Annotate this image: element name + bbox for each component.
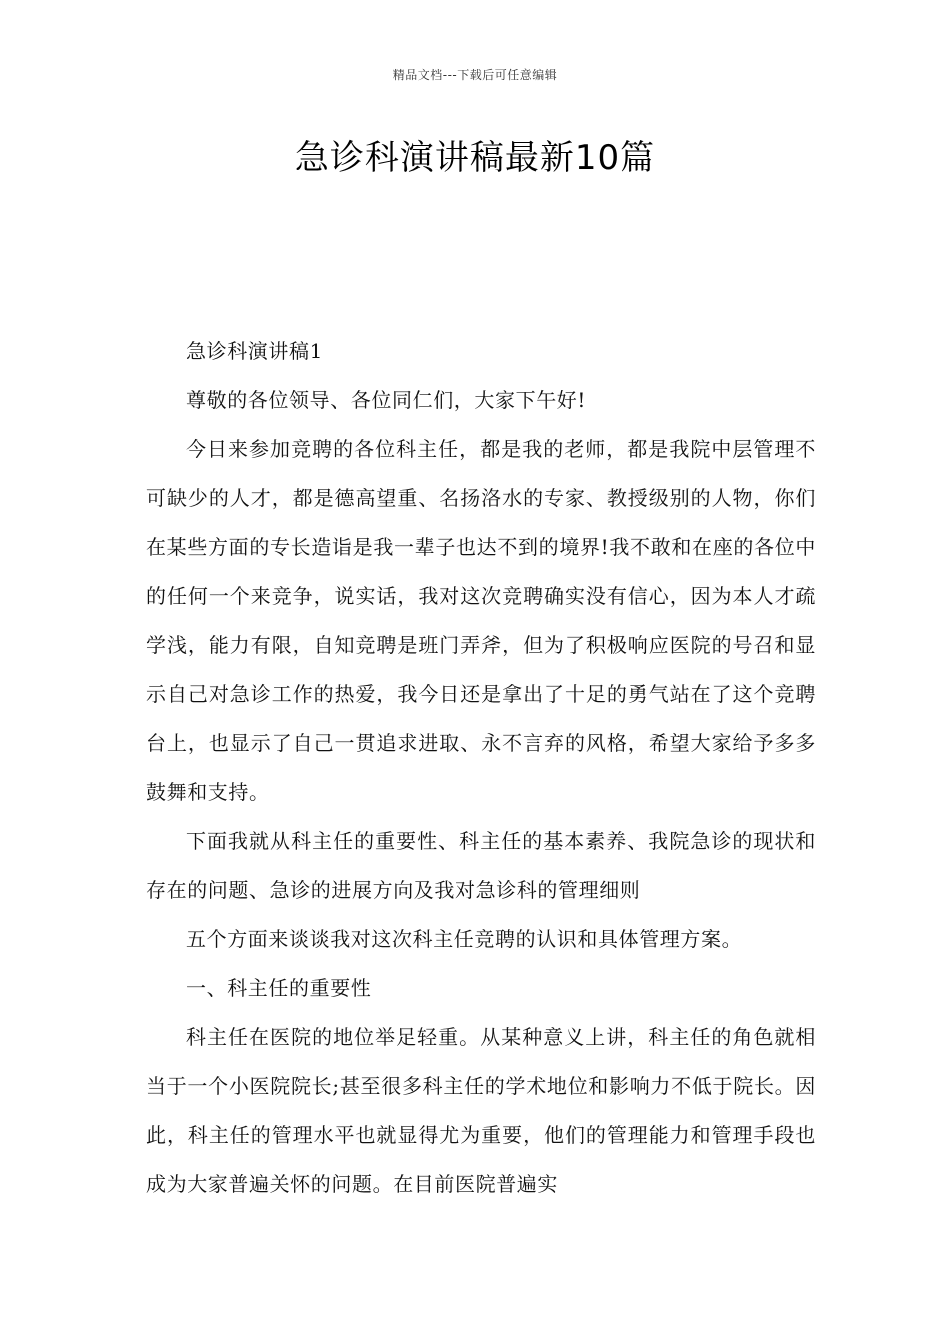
greeting-paragraph: 尊敬的各位领导、各位同仁们，大家下午好!: [186, 388, 587, 412]
document-body: [146, 327, 816, 1209]
body-paragraph: 科主任在医院的地位举足轻重。从某种意义上讲，科主任的角色就相当于一个小医院院长;甚至很多科主任的学术地位和影响力不低于院长。因此，科主任的管理水平也就显得尤为重要，他们的管理能力和管理手段也成为大家普遍关怀的问题。在目前医院普遍实: [146, 1025, 816, 1196]
body-paragraph: 下面我就从科主任的重要性、科主任的基本素养、我院急诊的现状和存在的问题、急诊的进展方向及我对急诊科的管理细则: [146, 829, 816, 902]
section-heading-importance: 一、科主任的重要性: [186, 976, 372, 1000]
section-heading-speech-1: 急诊科演讲稿1: [186, 339, 323, 363]
document-title: 急诊科演讲稿最新10篇: [294, 138, 656, 178]
body-paragraph: 五个方面来谈谈我对这次科主任竞聘的认识和具体管理方案。: [186, 927, 743, 951]
page-header: 精品文档---下载后可任意编辑: [392, 68, 558, 82]
body-paragraph: 今日来参加竞聘的各位科主任，都是我的老师，都是我院中层管理不可缺少的人才，都是德高望重、名扬洛水的专家、教授级别的人物，你们在某些方面的专长造诣是我一辈子也达不到的境界!我不敢和在座的各位中的任何一个来竞争，说实话，我对这次竞聘确实没有信心，因为本人才疏学浅，能力有限，自知竞聘是班门弄斧，但为了积极响应医院的号召和显示自己对急诊工作的热爱，我今日还是拿出了十足的勇气站在了这个竞聘台上，也显示了自己一贯追求进取、永不言弃的风格，希望大家给予多多鼓舞和支持。: [146, 437, 816, 804]
